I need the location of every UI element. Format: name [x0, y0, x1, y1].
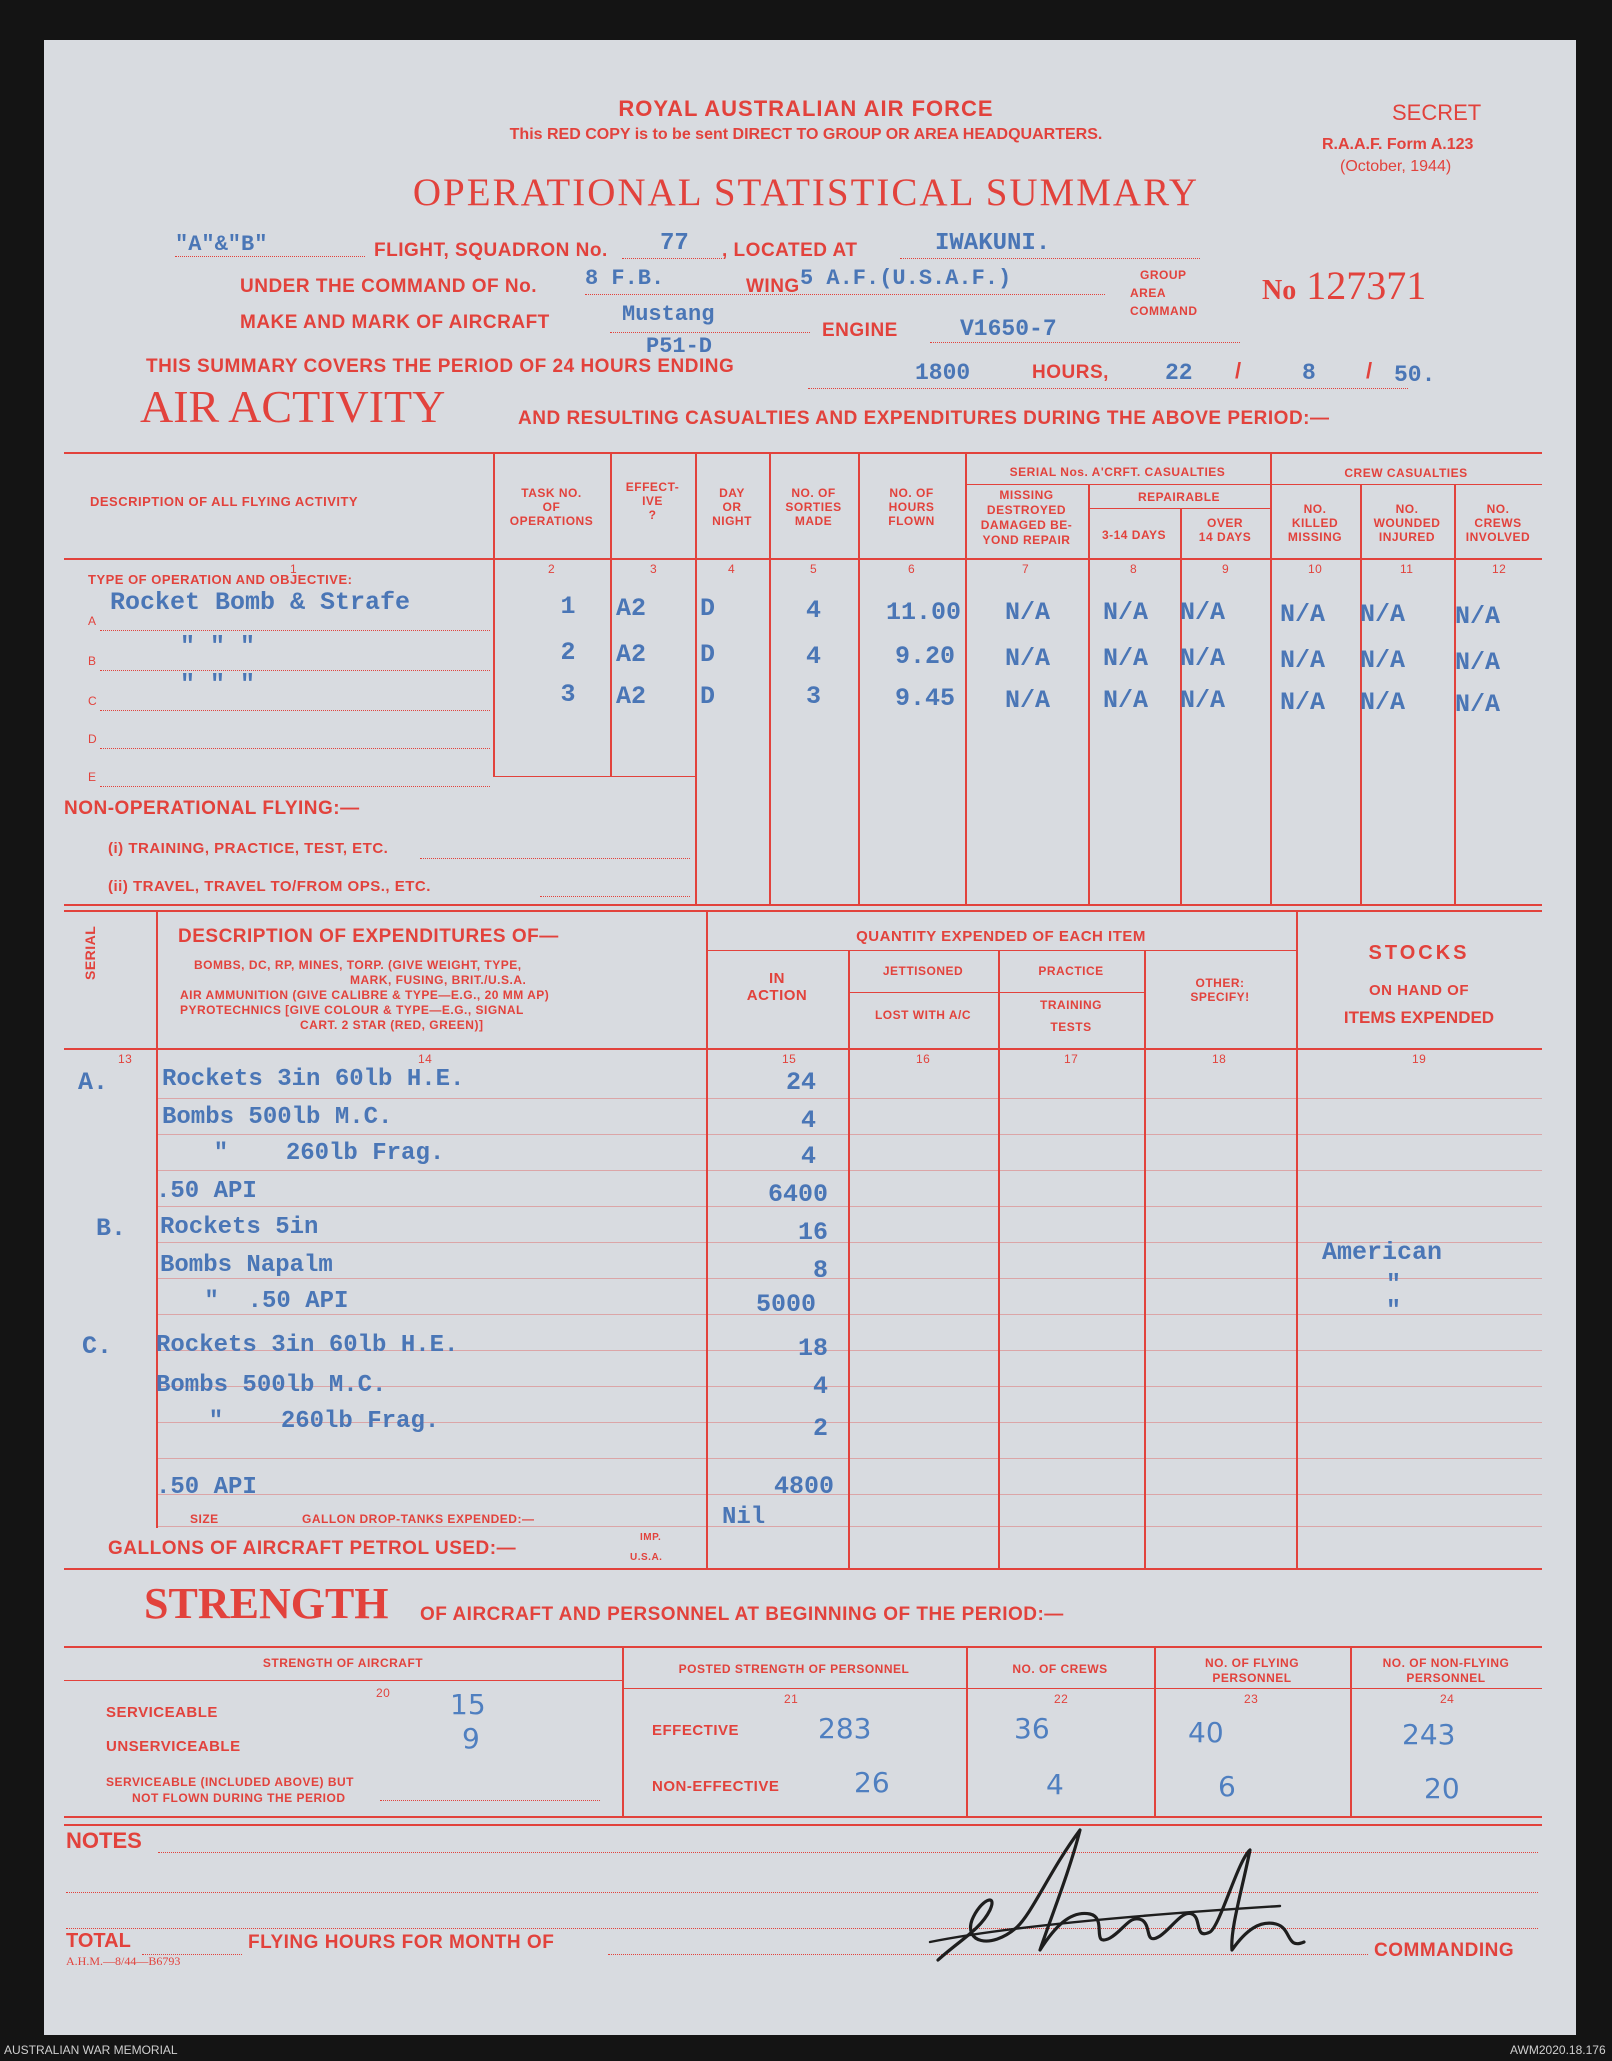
serial-number-box: [1262, 262, 1426, 309]
other-header: OTHER: SPECIFY!: [1190, 976, 1250, 1004]
red-copy-note: This RED COPY is to be sent DIRECT TO GROUP OR AREA HEADQUARTERS.: [509, 126, 1103, 143]
item-desc: Rockets 3in 60lb H.E.: [156, 1332, 459, 1359]
col-desc-header: DESCRIPTION OF ALL FLYING ACTIVITY: [90, 494, 359, 509]
row-c10: N/A: [1280, 600, 1326, 629]
item-stock: American: [1322, 1238, 1443, 1267]
effective-posted: 283: [818, 1712, 872, 1745]
period-label: THIS SUMMARY COVERS THE PERIOD OF 24 HOURS ENDING: [146, 356, 735, 377]
row-c7: N/A: [1005, 598, 1051, 627]
row-c12: N/A: [1455, 690, 1501, 719]
commander-signature: [920, 1810, 1340, 1980]
repairable-header: REPAIRABLE: [1137, 490, 1221, 504]
col-314-header: 3-14 DAYS: [1101, 528, 1167, 542]
print-code: A.H.M.—8/44—B6793: [66, 1954, 181, 1968]
row-effective: A2: [616, 682, 647, 711]
petrol-usa: U.S.A.: [630, 1552, 663, 1563]
str-col-num-20: 20: [376, 1686, 391, 1700]
exp-col-num-16: 16: [916, 1052, 931, 1066]
form-title: OPERATIONAL STATISTICAL SUMMARY: [412, 171, 1200, 214]
item-qty: 5000: [755, 1290, 816, 1319]
aircraft-casualties-header: SERIAL Nos. A'CRFT. CASUALTIES: [1009, 465, 1226, 479]
aircraft-label: MAKE AND MARK OF AIRCRAFT: [240, 312, 550, 333]
col-num-10: 10: [1308, 562, 1323, 576]
row-c10: N/A: [1280, 688, 1326, 717]
row-sorties: 3: [805, 682, 821, 711]
date-sep-1: /: [1235, 358, 1242, 383]
row-letter-e: E: [88, 770, 97, 784]
squadron-value: 77: [660, 230, 689, 257]
row-task: 3: [560, 680, 576, 709]
serviceable-label: SERVICEABLE: [106, 1704, 218, 1721]
wing-value: 5 A.F.(U.S.A.F.): [800, 266, 1012, 291]
non-effective-nonflying: 20: [1424, 1772, 1460, 1805]
effective-crews: 36: [1014, 1712, 1050, 1745]
strength-heading: STRENGTH: [144, 1579, 389, 1628]
row-c10: N/A: [1280, 646, 1326, 675]
item-desc: Bombs 500lb M.C.: [162, 1104, 393, 1131]
col-crews-header: NO. CREWS INVOLVED: [1465, 502, 1531, 544]
item-desc: " .50 API: [190, 1288, 349, 1315]
item-desc: .50 API: [156, 1474, 257, 1501]
exp-col-num-19: 19: [1412, 1052, 1427, 1066]
drop-tanks-label: GALLON DROP-TANKS EXPENDED:—: [302, 1512, 535, 1526]
non-operational-label: NON-OPERATIONAL FLYING:—: [64, 798, 360, 819]
str-col-num-22: 22: [1054, 1692, 1069, 1706]
non-op-travel: (ii) TRAVEL, TRAVEL TO/FROM OPS., ETC.: [108, 878, 431, 895]
row-c8: N/A: [1103, 686, 1149, 715]
col-num-2: 2: [548, 562, 556, 576]
row-desc: Rocket Bomb & Strafe: [110, 588, 411, 617]
non-effective-label: NON-EFFECTIVE: [652, 1778, 780, 1795]
col-num-8: 8: [1130, 562, 1138, 576]
commanding-label: COMMANDING: [1374, 1940, 1515, 1961]
size-label: SIZE: [190, 1512, 219, 1526]
row-c8: N/A: [1103, 644, 1149, 673]
item-qty: 16: [797, 1218, 828, 1247]
effective-nonflying: 243: [1402, 1718, 1456, 1751]
form-number: R.A.A.F. Form A.123: [1322, 136, 1474, 153]
archive-credit-left: AUSTRALIAN WAR MEMORIAL: [4, 2043, 178, 2057]
flight-value: "A"&"B": [175, 232, 268, 257]
row-desc: " " ": [180, 670, 256, 699]
item-qty: 4800: [773, 1472, 834, 1501]
row-daynight: D: [700, 682, 716, 711]
row-effective: A2: [616, 640, 647, 669]
date-sep-2: /: [1366, 358, 1373, 383]
in-action-header: IN ACTION: [746, 970, 808, 1004]
stocks-items-header: ITEMS EXPENDED: [1343, 1008, 1495, 1027]
row-hours: 9.20: [895, 642, 956, 671]
row-c11: N/A: [1360, 600, 1406, 629]
date-month: 8: [1302, 360, 1316, 386]
serial-column-label: SERIAL: [82, 925, 98, 980]
notes-label: NOTES: [66, 1828, 142, 1853]
effective-flying: 40: [1188, 1716, 1224, 1749]
wing-label: WING: [746, 276, 800, 297]
item-desc: Rockets 5in: [160, 1214, 319, 1241]
row-sorties: 4: [805, 642, 821, 671]
not-flown-label: SERVICEABLE (INCLUDED ABOVE) BUT NOT FLOWN DURING THE PERIOD: [106, 1775, 355, 1805]
item-desc: Rockets 3in 60lb H.E.: [162, 1066, 465, 1093]
petrol-label: GALLONS OF AIRCRAFT PETROL USED:—: [108, 1538, 517, 1559]
item-qty: 8: [812, 1256, 828, 1285]
item-desc: " 260lb Frag.: [185, 1140, 445, 1167]
command-type-label: COMMAND: [1130, 304, 1198, 318]
practice-header: PRACTICE: [1038, 964, 1104, 978]
form-sheet: [44, 40, 1576, 2035]
exp-col-num-15: 15: [782, 1052, 797, 1066]
str-col-num-24: 24: [1440, 1692, 1455, 1706]
item-qty: 4: [812, 1372, 828, 1401]
col-num-4: 4: [728, 562, 736, 576]
group-label: GROUP: [1140, 268, 1187, 282]
item-qty: 4: [800, 1142, 816, 1171]
str-col-num-23: 23: [1244, 1692, 1259, 1706]
item-qty: 6400: [767, 1180, 828, 1209]
row-daynight: D: [700, 594, 716, 623]
col-num-9: 9: [1222, 562, 1230, 576]
strength-subheading: OF AIRCRAFT AND PERSONNEL AT BEGINNING OF THE PERIOD:—: [420, 1604, 1064, 1625]
lost-with-ac-header: LOST WITH A/C: [874, 1008, 972, 1022]
col-num-11: 11: [1400, 562, 1414, 576]
unserviceable-value: 9: [462, 1722, 480, 1755]
flight-label: FLIGHT, SQUADRON No.: [374, 240, 608, 261]
posted-strength-header: POSTED STRENGTH OF PERSONNEL: [678, 1662, 910, 1676]
item-serial: A.: [78, 1068, 109, 1097]
col-missing-header: MISSING DESTROYED DAMAGED BE- YOND REPAIR: [980, 488, 1073, 547]
drop-tanks-value: Nil: [722, 1504, 766, 1531]
hours-value: 1800: [915, 360, 971, 386]
str-col-num-21: 21: [784, 1692, 799, 1706]
engine-label: ENGINE: [822, 320, 898, 341]
strength-aircraft-header: STRENGTH OF AIRCRAFT: [262, 1656, 424, 1670]
col-daynight-header: DAY OR NIGHT: [712, 486, 752, 528]
item-qty: 18: [797, 1334, 828, 1363]
hours-label: HOURS,: [1032, 362, 1109, 383]
col-num-6: 6: [908, 562, 916, 576]
row-c9: N/A: [1180, 598, 1226, 627]
row-letter-c: C: [88, 694, 98, 708]
exp-col-num-18: 18: [1212, 1052, 1227, 1066]
row-c9: N/A: [1180, 644, 1226, 673]
col-hours-header: NO. OF HOURS FLOWN: [888, 486, 935, 528]
row-c11: N/A: [1360, 646, 1406, 675]
serial-number: 127371: [1306, 263, 1427, 308]
non-effective-flying: 6: [1218, 1770, 1236, 1803]
row-desc: " " ": [180, 632, 256, 661]
serviceable-value: 15: [450, 1688, 486, 1721]
row-letter-a: A: [88, 614, 97, 628]
row-c12: N/A: [1455, 648, 1501, 677]
item-qty: 24: [785, 1068, 816, 1097]
item-stock: ": [1386, 1296, 1402, 1325]
flying-hours-month-label: FLYING HOURS FOR MONTH OF: [248, 1932, 555, 1953]
crews-header: NO. OF CREWS: [1012, 1662, 1108, 1676]
exp-col-num-13: 13: [118, 1052, 133, 1066]
org-name: ROYAL AUSTRALIAN AIR FORCE: [618, 96, 994, 121]
area-label: AREA: [1130, 286, 1167, 300]
engine-value: V1650-7: [960, 316, 1057, 342]
non-effective-crews: 4: [1046, 1768, 1064, 1801]
archive-credit-right: AWM2020.18.176: [1510, 2043, 1606, 2057]
col-num-5: 5: [810, 562, 818, 576]
row-c9: N/A: [1180, 686, 1226, 715]
petrol-imp: IMP.: [640, 1532, 662, 1543]
date-day: 22: [1165, 360, 1193, 386]
col-sorties-header: NO. OF SORTIES MADE: [785, 486, 842, 528]
aircraft-value-make: Mustang: [622, 302, 715, 327]
row-letter-b: B: [88, 654, 97, 668]
row-hours: 9.45: [895, 684, 956, 713]
row-daynight: D: [700, 640, 716, 669]
row-c12: N/A: [1455, 602, 1501, 631]
aircraft-value-mark: P51-D: [646, 334, 713, 359]
expenditures-instructions: BOMBS, DC, RP, MINES, TORP. (GIVE WEIGHT, TYPE, MARK, FUSING, BRIT./U.S.A. AIR AMMUNITION (GIVE CALIBRE & TYPE—E.G., 20 MM AP) PYROTECHNICS [GIVE COLOUR & TYPE—E.G., SIGNAL CART. 2 STAR (RED, GREEN)]: [180, 958, 550, 1032]
item-serial: B.: [96, 1214, 127, 1243]
col-killed-header: NO. KILLED MISSING: [1287, 502, 1343, 544]
row-task: 2: [560, 638, 576, 667]
serial-prefix: No: [1262, 275, 1297, 306]
command-label: UNDER THE COMMAND OF No.: [240, 276, 537, 297]
crew-casualties-header: CREW CASUALTIES: [1344, 466, 1468, 480]
command-value: 8 F.B.: [585, 266, 665, 291]
air-activity-heading: AIR ACTIVITY: [140, 381, 446, 432]
air-activity-subheading: AND RESULTING CASUALTIES AND EXPENDITURES DURING THE ABOVE PERIOD:—: [518, 408, 1330, 429]
stocks-header: STOCKS: [1368, 942, 1470, 964]
type-of-operation-label: TYPE OF OPERATION AND OBJECTIVE:: [88, 572, 353, 587]
row-task: 1: [560, 592, 576, 621]
col-num-12: 12: [1492, 562, 1507, 576]
exp-col-num-14: 14: [418, 1052, 433, 1066]
tests-header: TESTS: [1050, 1020, 1092, 1034]
col-task-header: TASK NO. OF OPERATIONS: [509, 486, 594, 528]
total-label: TOTAL: [66, 1930, 131, 1952]
col-effective-header: EFFECT- IVE ?: [625, 480, 680, 522]
row-effective: A2: [616, 594, 647, 623]
item-desc: " 260lb Frag.: [180, 1408, 440, 1435]
col-wounded-header: NO. WOUNDED INJURED: [1373, 502, 1441, 544]
nonflying-personnel-header: NO. OF NON-FLYING PERSONNEL: [1382, 1656, 1510, 1685]
row-c7: N/A: [1005, 686, 1051, 715]
form-date: (October, 1944): [1340, 158, 1452, 175]
item-desc: Bombs 500lb M.C.: [156, 1372, 387, 1399]
row-sorties: 4: [805, 596, 821, 625]
flying-personnel-header: NO. OF FLYING PERSONNEL: [1204, 1656, 1300, 1685]
item-desc: .50 API: [156, 1178, 257, 1205]
row-hours: 11.00: [886, 598, 962, 627]
stocks-on-hand-header: ON HAND OF: [1369, 982, 1469, 999]
item-qty: 4: [800, 1106, 816, 1135]
quantity-header: QUANTITY EXPENDED OF EACH ITEM: [856, 928, 1146, 945]
secret-label: SECRET: [1392, 100, 1482, 125]
row-c11: N/A: [1360, 688, 1406, 717]
training-header: TRAINING: [1040, 998, 1102, 1012]
col-over14-header: OVER 14 DAYS: [1198, 516, 1252, 544]
item-desc: Bombs Napalm: [160, 1252, 333, 1279]
non-op-training: (i) TRAINING, PRACTICE, TEST, ETC.: [108, 840, 389, 857]
row-c8: N/A: [1103, 598, 1149, 627]
expenditures-title: DESCRIPTION OF EXPENDITURES OF—: [178, 926, 559, 947]
jettisoned-header: JETTISONED: [882, 964, 964, 978]
located-label: , LOCATED AT: [722, 240, 858, 261]
row-letter-d: D: [88, 732, 98, 746]
col-num-1: 1: [290, 562, 298, 576]
col-num-7: 7: [1022, 562, 1030, 576]
item-serial: C.: [82, 1332, 113, 1361]
item-stock: ": [1386, 1270, 1402, 1299]
non-effective-posted: 26: [854, 1766, 890, 1799]
located-value: IWAKUNI.: [935, 230, 1051, 257]
exp-col-num-17: 17: [1064, 1052, 1079, 1066]
col-num-3: 3: [650, 562, 658, 576]
item-qty: 2: [812, 1414, 828, 1443]
unserviceable-label: UNSERVICEABLE: [106, 1738, 241, 1755]
effective-label: EFFECTIVE: [652, 1722, 740, 1739]
row-c7: N/A: [1005, 644, 1051, 673]
date-year: 50.: [1394, 362, 1436, 388]
